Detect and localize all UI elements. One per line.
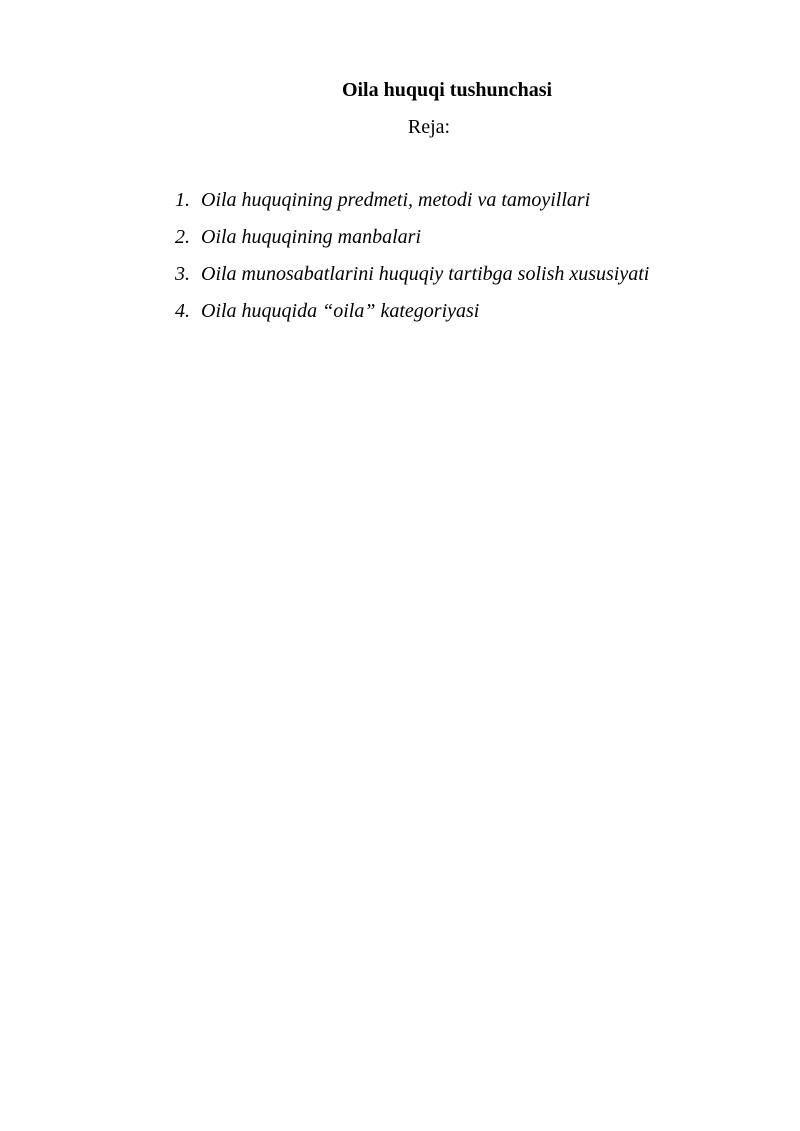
plan-item-text: Oila huquqining manbalari <box>201 226 422 248</box>
plan-item-number: 4. <box>175 300 190 322</box>
plan-item-text: Oila munosabatlarini huquqiy tartibga solish xususiyati <box>201 263 650 285</box>
document-title: Oila huquqi tushunchasi <box>341 79 553 101</box>
plan-item-number: 3. <box>175 263 190 285</box>
plan-heading: Reja: <box>407 116 451 138</box>
plan-item <box>175 186 649 223</box>
plan-item-number: 1. <box>175 189 190 211</box>
plan-item <box>175 223 649 260</box>
plan-item-text: Oila huquqida “oila” kategoriyasi <box>201 300 480 322</box>
plan-item-number: 2. <box>175 226 190 248</box>
plan-list <box>175 186 649 334</box>
plan-item <box>175 297 649 334</box>
plan-item-text: Oila huquqining predmeti, metodi va tamoyillari <box>201 189 591 211</box>
plan-item <box>175 260 649 297</box>
